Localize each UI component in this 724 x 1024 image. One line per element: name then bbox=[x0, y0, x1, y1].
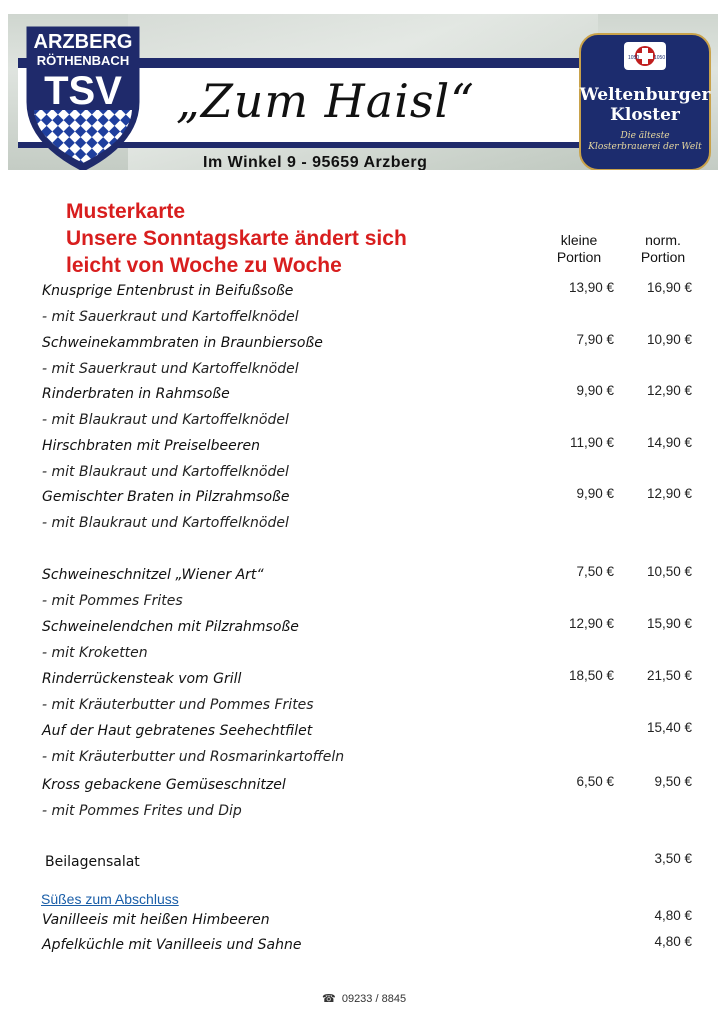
dessert-name: Apfelküchle mit Vanilleeis und Sahne bbox=[42, 937, 302, 953]
price-small: 7,90 € bbox=[576, 332, 614, 347]
heading-line3: leicht von Woche zu Woche bbox=[66, 254, 342, 277]
column-header-norm bbox=[630, 232, 696, 266]
header-banner bbox=[8, 14, 718, 170]
price-norm: 12,90 € bbox=[646, 486, 692, 501]
price-small: 13,90 € bbox=[568, 280, 614, 295]
price-small: 9,90 € bbox=[576, 486, 614, 501]
price-small: 12,90 € bbox=[568, 616, 614, 631]
salad-name: Beilagensalat bbox=[45, 854, 140, 870]
dish-name: Auf der Haut gebratenes Seehechtfilet bbox=[42, 723, 313, 739]
dish-side: - mit Sauerkraut und Kartoffelknödel bbox=[42, 361, 299, 377]
heading-line2: Unsere Sonntagskarte ändert sich bbox=[66, 227, 407, 250]
dish-name: Schweineschnitzel „Wiener Art“ bbox=[42, 567, 264, 583]
brewery-name-line1: Weltenburger bbox=[579, 85, 711, 105]
club-logo-bottom: TSV bbox=[44, 69, 122, 113]
club-logo-middle: RÖTHENBACH bbox=[36, 53, 130, 68]
price-small: 9,90 € bbox=[576, 383, 614, 398]
price-norm: 16,90 € bbox=[646, 280, 692, 295]
price-norm: 14,90 € bbox=[646, 435, 692, 450]
price-small: 18,50 € bbox=[568, 668, 614, 683]
tsv-club-logo bbox=[24, 24, 142, 170]
heading-line1: Musterkarte bbox=[66, 200, 186, 223]
column-small-line1: kleine bbox=[560, 232, 598, 248]
column-norm-line1: norm. bbox=[645, 232, 681, 248]
dish-side: - mit Kräuterbutter und Pommes Frites bbox=[42, 697, 314, 713]
dish-side: - mit Pommes Frites bbox=[42, 593, 183, 609]
dish-side: - mit Pommes Frites und Dip bbox=[42, 803, 242, 819]
salad-price: 3,50 € bbox=[654, 851, 692, 866]
price-norm: 9,50 € bbox=[654, 774, 692, 789]
phone-number: 09233 / 8845 bbox=[341, 993, 407, 1005]
dish-side: - mit Blaukraut und Kartoffelknödel bbox=[42, 412, 289, 428]
brewery-tagline-2: Klosterbrauerei der Welt bbox=[588, 142, 702, 152]
price-norm: 21,50 € bbox=[646, 668, 692, 683]
dessert-price: 4,80 € bbox=[654, 934, 692, 949]
brewery-name-line2: Kloster bbox=[610, 105, 680, 125]
dish-name: Rinderrückensteak vom Grill bbox=[42, 671, 242, 687]
dish-side: - mit Kräuterbutter und Rosmarinkartoffeln bbox=[42, 749, 345, 765]
club-logo-top: ARZBERG bbox=[33, 31, 133, 53]
weltenburger-kloster-logo bbox=[578, 32, 712, 170]
seal-year-left: 1050 bbox=[628, 55, 640, 61]
telephone-icon: ☎ bbox=[322, 993, 336, 1005]
brewery-tagline-1: Die älteste bbox=[620, 131, 670, 141]
restaurant-address: Im Winkel 9 - 95659 Arzberg bbox=[203, 154, 428, 170]
dessert-section-link[interactable]: Süßes zum Abschluss bbox=[41, 891, 179, 907]
dish-side: - mit Blaukraut und Kartoffelknödel bbox=[42, 464, 289, 480]
dish-name: Knusprige Entenbrust in Beifußsoße bbox=[42, 283, 294, 299]
dish-name: Gemischter Braten in Pilzrahmsoße bbox=[42, 489, 290, 505]
dessert-price: 4,80 € bbox=[654, 908, 692, 923]
dish-name: Rinderbraten in Rahmsoße bbox=[42, 386, 230, 402]
price-norm: 15,90 € bbox=[646, 616, 692, 631]
dish-name: Schweinekammbraten in Braunbiersoße bbox=[42, 335, 323, 351]
price-norm: 12,90 € bbox=[646, 383, 692, 398]
dish-name: Hirschbraten mit Preiselbeeren bbox=[42, 438, 261, 454]
dish-side: - mit Kroketten bbox=[42, 645, 148, 661]
price-small: 6,50 € bbox=[576, 774, 614, 789]
menu-heading bbox=[66, 198, 407, 279]
column-norm-line2: Portion bbox=[640, 249, 686, 265]
price-small: 11,90 € bbox=[569, 435, 614, 450]
price-norm: 10,90 € bbox=[646, 332, 692, 347]
price-small: 7,50 € bbox=[576, 564, 614, 579]
price-norm: 15,40 € bbox=[646, 720, 692, 735]
column-header-small bbox=[546, 232, 612, 266]
seal-year-right: 1050 bbox=[654, 55, 666, 61]
restaurant-title: „Zum Haisl“ bbox=[176, 74, 475, 128]
footer-phone bbox=[322, 992, 406, 1005]
dish-name: Kross gebackene Gemüseschnitzel bbox=[42, 777, 286, 793]
dish-name: Schweinelendchen mit Pilzrahmsoße bbox=[42, 619, 299, 635]
dish-side: - mit Blaukraut und Kartoffelknödel bbox=[42, 515, 289, 531]
dessert-name: Vanilleeis mit heißen Himbeeren bbox=[42, 912, 270, 928]
dish-side: - mit Sauerkraut und Kartoffelknödel bbox=[42, 309, 299, 325]
column-small-line2: Portion bbox=[556, 249, 602, 265]
price-norm: 10,50 € bbox=[646, 564, 692, 579]
